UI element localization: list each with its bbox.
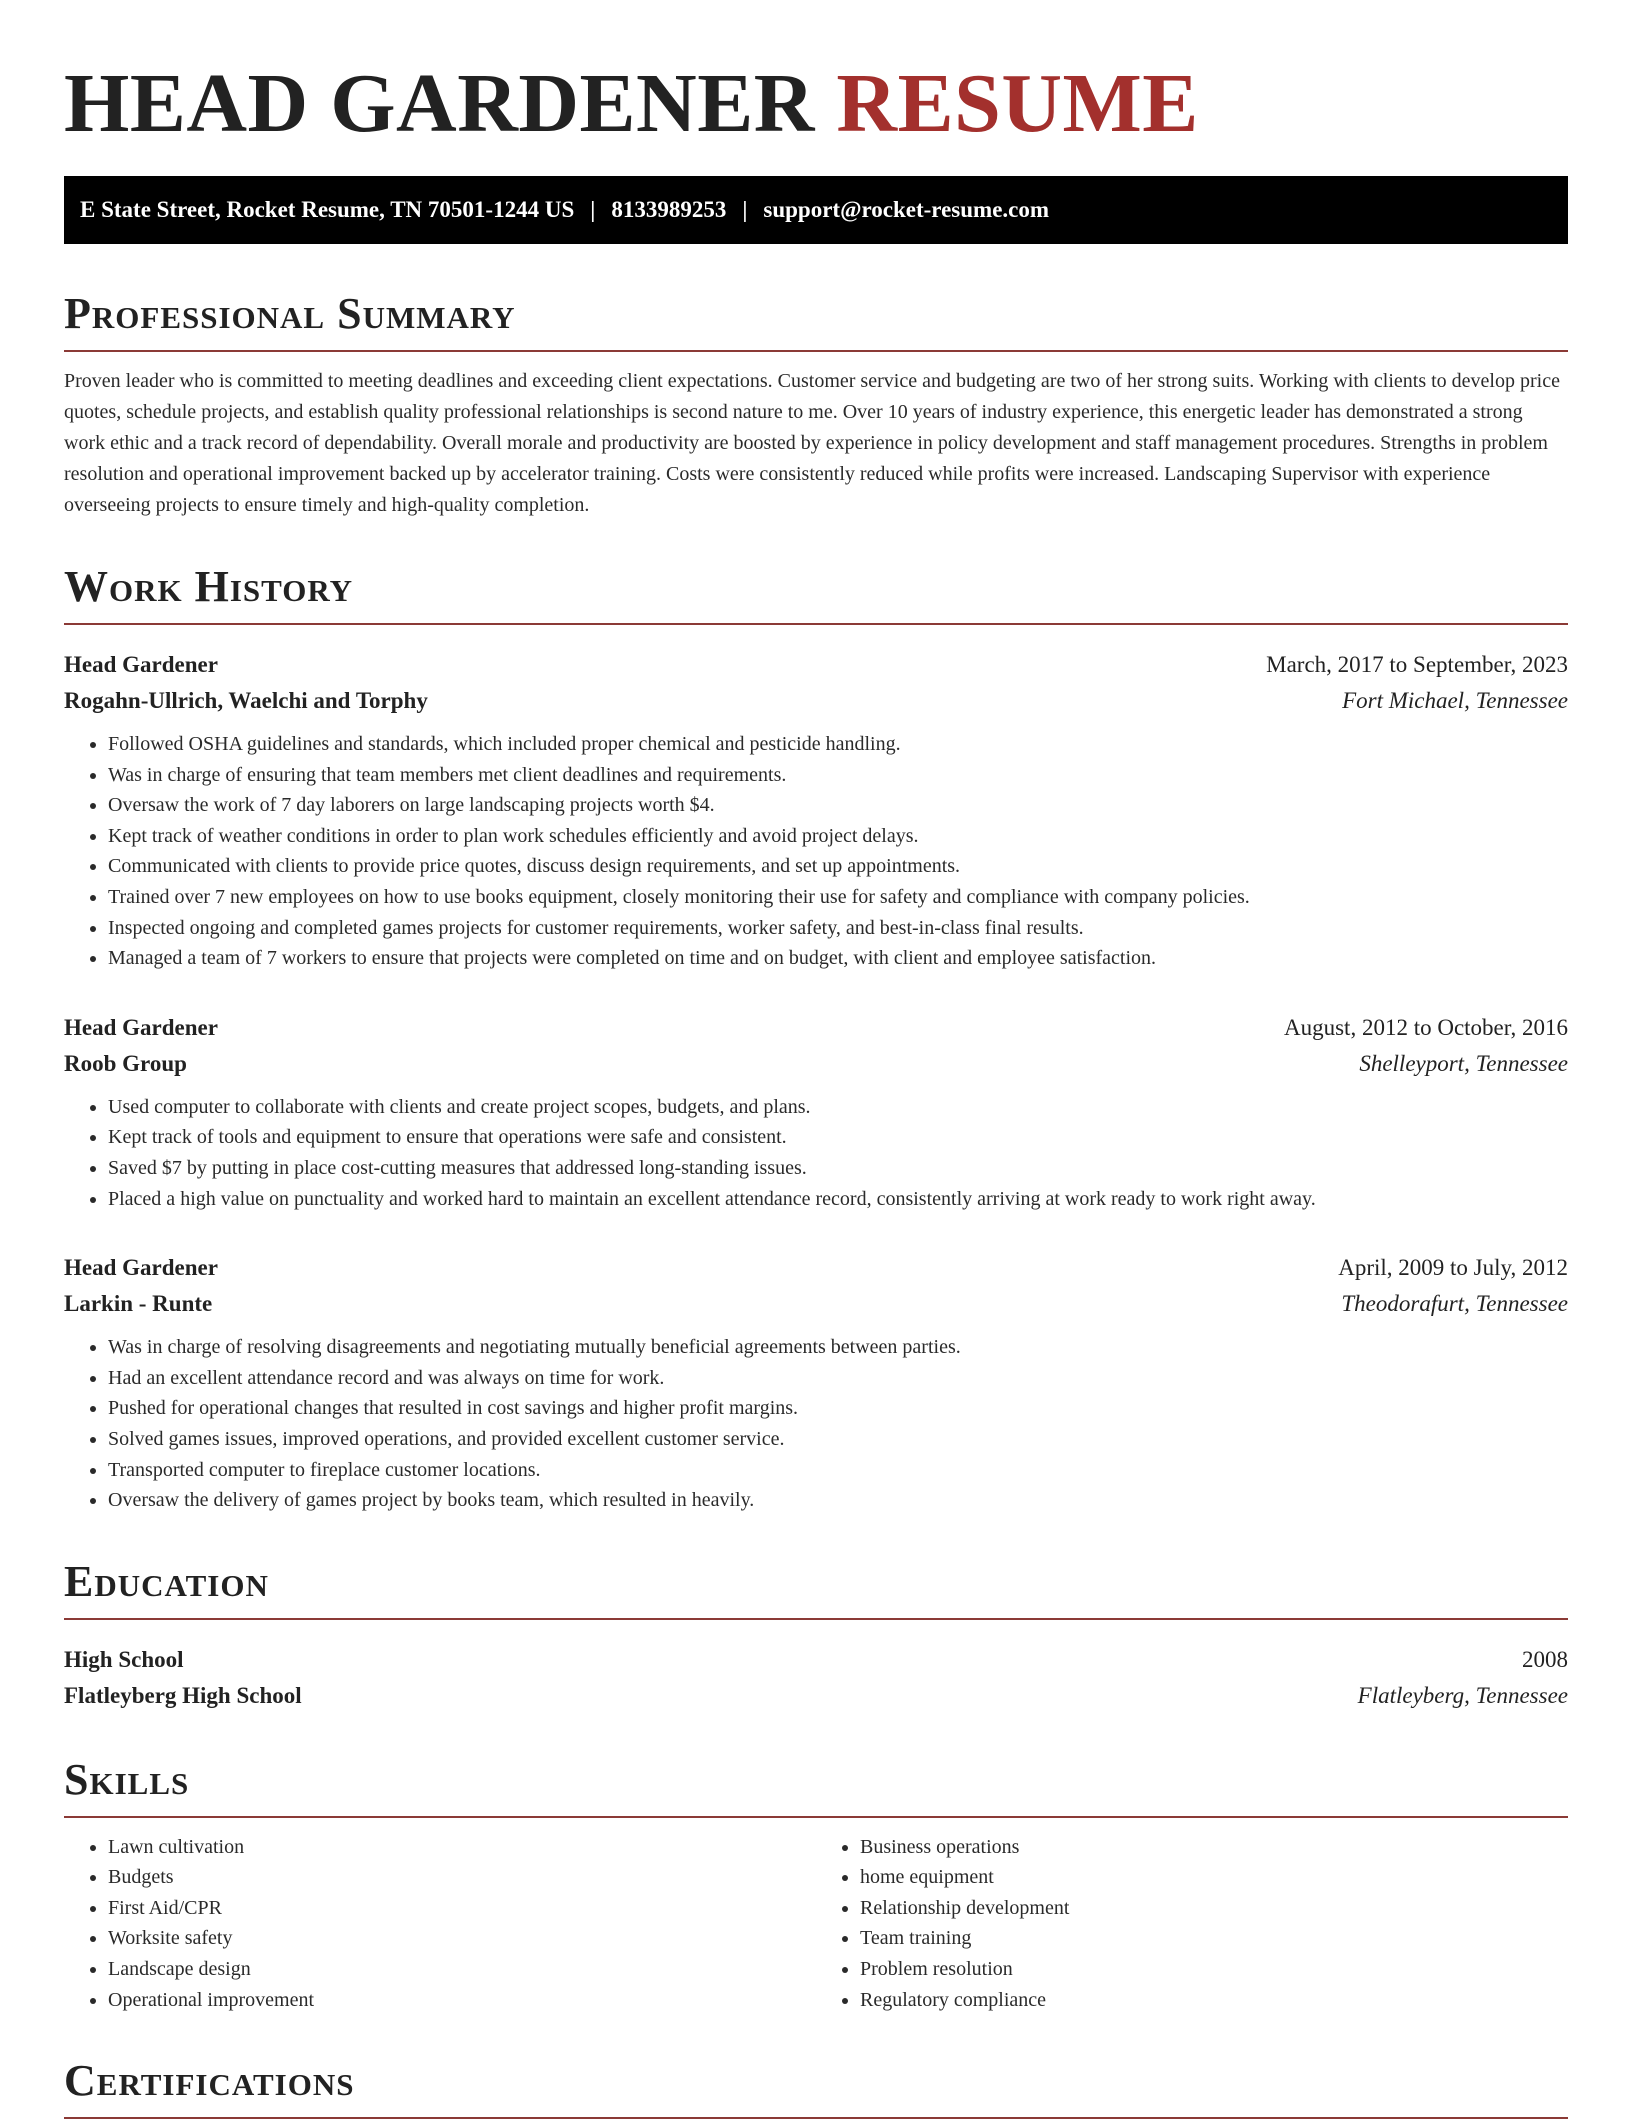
education-location: Flatleyberg, Tennessee xyxy=(1357,1682,1568,1708)
job-location: Fort Michael, Tennessee xyxy=(1342,688,1568,713)
job-header-row xyxy=(64,1010,1568,1046)
job-header-row xyxy=(64,1250,1568,1286)
job-title: Head Gardener xyxy=(64,1014,218,1040)
job-title: Head Gardener xyxy=(64,652,218,677)
skill-item: • Problem resolution xyxy=(860,1954,1568,1985)
certifications-heading: Certifications xyxy=(64,2055,1568,2119)
skill-item: • First Aid/CPR xyxy=(108,1893,816,1924)
education-entry xyxy=(64,1642,1568,1714)
contact-email: support@rocket-resume.com xyxy=(763,197,1050,222)
job-bullet: • Managed a team of 7 workers to ensure that projects were completed on time and on budget, with client and employee satisfaction. xyxy=(108,943,1568,974)
skill-item: • Worksite safety xyxy=(108,1923,816,1954)
job-bullet: • Inspected ongoing and completed games projects for customer requirements, worker safety, and best-in-class final results. xyxy=(108,913,1568,944)
job-location: Shelleyport, Tennessee xyxy=(1359,1050,1568,1076)
job-dates: August, 2012 to October, 2016 xyxy=(1284,1014,1568,1040)
contact-separator: | xyxy=(590,197,596,222)
job-dates: March, 2017 to September, 2023 xyxy=(1266,652,1568,677)
skill-item: • Lawn cultivation xyxy=(108,1832,816,1863)
education-school-row xyxy=(64,1678,1568,1714)
education-heading: Education xyxy=(64,1556,1568,1620)
title-accent: RESUME xyxy=(836,57,1199,150)
summary-heading: Professional Summary xyxy=(64,288,1568,352)
job-bullet: • Trained over 7 new employees on how to use books equipment, closely monitoring their use for safety and compliance with company policies. xyxy=(108,882,1568,913)
job-bullet: • Had an excellent attendance record and was always on time for work. xyxy=(108,1363,1568,1394)
job-bullet: • Used computer to collaborate with clients and create project scopes, budgets, and plans. xyxy=(108,1092,1568,1123)
summary-section xyxy=(64,288,1568,521)
job-company-row xyxy=(64,1046,1568,1082)
job-bullet: • Kept track of weather conditions in order to plan work schedules efficiently and avoid project delays. xyxy=(108,821,1568,852)
job-bullet: • Placed a high value on punctuality and worked hard to maintain an excellent attendance record, consistently arriving at work ready to work right away. xyxy=(108,1184,1568,1215)
job-bullets xyxy=(64,729,1568,974)
job-bullet: • Was in charge of ensuring that team members met client deadlines and requirements. xyxy=(108,760,1568,791)
job-entry xyxy=(64,1250,1568,1516)
skills-section xyxy=(64,1754,1568,2016)
job-bullet: • Kept track of tools and equipment to ensure that operations were safe and consistent. xyxy=(108,1122,1568,1153)
job-bullet: • Oversaw the work of 7 day laborers on large landscaping projects worth $4. xyxy=(108,790,1568,821)
certifications-section xyxy=(64,2055,1568,2119)
education-school: Flatleyberg High School xyxy=(64,1682,302,1708)
job-location: Theodorafurt, Tennessee xyxy=(1341,1291,1568,1317)
skill-item: • Budgets xyxy=(108,1862,816,1893)
work-history-section xyxy=(64,561,1568,1516)
work-history-heading: Work History xyxy=(64,561,1568,625)
skill-item: • Relationship development xyxy=(860,1893,1568,1924)
job-bullets xyxy=(64,1332,1568,1516)
resume-title xyxy=(64,56,1568,152)
contact-phone: 8133989253 xyxy=(611,197,727,222)
job-header-row xyxy=(64,647,1568,683)
job-entry xyxy=(64,1010,1568,1214)
job-dates: April, 2009 to July, 2012 xyxy=(1338,1255,1568,1281)
job-bullet: • Was in charge of resolving disagreements and negotiating mutually beneficial agreements between parties. xyxy=(108,1332,1568,1363)
skill-item: • home equipment xyxy=(860,1862,1568,1893)
education-section xyxy=(64,1556,1568,1714)
job-bullet: • Saved $7 by putting in place cost-cutting measures that addressed long-standing issues. xyxy=(108,1153,1568,1184)
job-bullet: • Communicated with clients to provide price quotes, discuss design requirements, and set up appointments. xyxy=(108,851,1568,882)
skills-heading: Skills xyxy=(64,1754,1568,1818)
job-title: Head Gardener xyxy=(64,1255,218,1281)
skill-item: • Operational improvement xyxy=(108,1985,816,2016)
skills-right-column xyxy=(816,1832,1568,2016)
skill-item: • Landscape design xyxy=(108,1954,816,1985)
job-bullet: • Solved games issues, improved operations, and provided excellent customer service. xyxy=(108,1424,1568,1455)
job-bullet: • Pushed for operational changes that resulted in cost savings and higher profit margins. xyxy=(108,1393,1568,1424)
job-company-row xyxy=(64,683,1568,719)
job-company: Rogahn-Ullrich, Waelchi and Torphy xyxy=(64,688,428,713)
job-bullet: • Transported computer to fireplace customer locations. xyxy=(108,1455,1568,1486)
education-degree: High School xyxy=(64,1646,184,1672)
job-bullet: • Followed OSHA guidelines and standards, which included proper chemical and pesticide handling. xyxy=(108,729,1568,760)
job-entry xyxy=(64,647,1568,974)
skills-columns xyxy=(64,1832,1568,2016)
job-company: Larkin - Runte xyxy=(64,1291,213,1317)
skill-item: • Team training xyxy=(860,1923,1568,1954)
skill-item: • Business operations xyxy=(860,1832,1568,1863)
contact-bar xyxy=(64,176,1568,244)
job-company-row xyxy=(64,1286,1568,1322)
education-year: 2008 xyxy=(1522,1646,1568,1672)
contact-separator: | xyxy=(742,197,748,222)
summary-text: Proven leader who is committed to meeting deadlines and exceeding client expectations. Customer service and budgeting are two of her strong suits. Working with clients to develop price quotes, schedule projects, and establish quality professional relationships is second nature to me. Over 10 years of industry experience, this energetic leader has demonstrated a strong work ethic and a track record of dependability. Overall morale and productivity are boosted by experience in policy development and staff management procedures. Strengths in problem resolution and operational improvement backed up by accelerator training. Costs were consistently reduced while profits were increased. Landscaping Supervisor with experience overseeing projects to ensure timely and high-quality completion. xyxy=(64,370,1560,516)
job-bullet: • Oversaw the delivery of games project by books team, which resulted in heavily. xyxy=(108,1485,1568,1516)
job-bullets xyxy=(64,1092,1568,1214)
education-header-row xyxy=(64,1642,1568,1678)
job-company: Roob Group xyxy=(64,1050,187,1076)
title-main: HEAD GARDENER xyxy=(64,57,815,150)
skill-item: • Regulatory compliance xyxy=(860,1985,1568,2016)
contact-address: E State Street, Rocket Resume, TN 70501-1244 US xyxy=(80,197,575,222)
skills-left-column xyxy=(64,1832,816,2016)
